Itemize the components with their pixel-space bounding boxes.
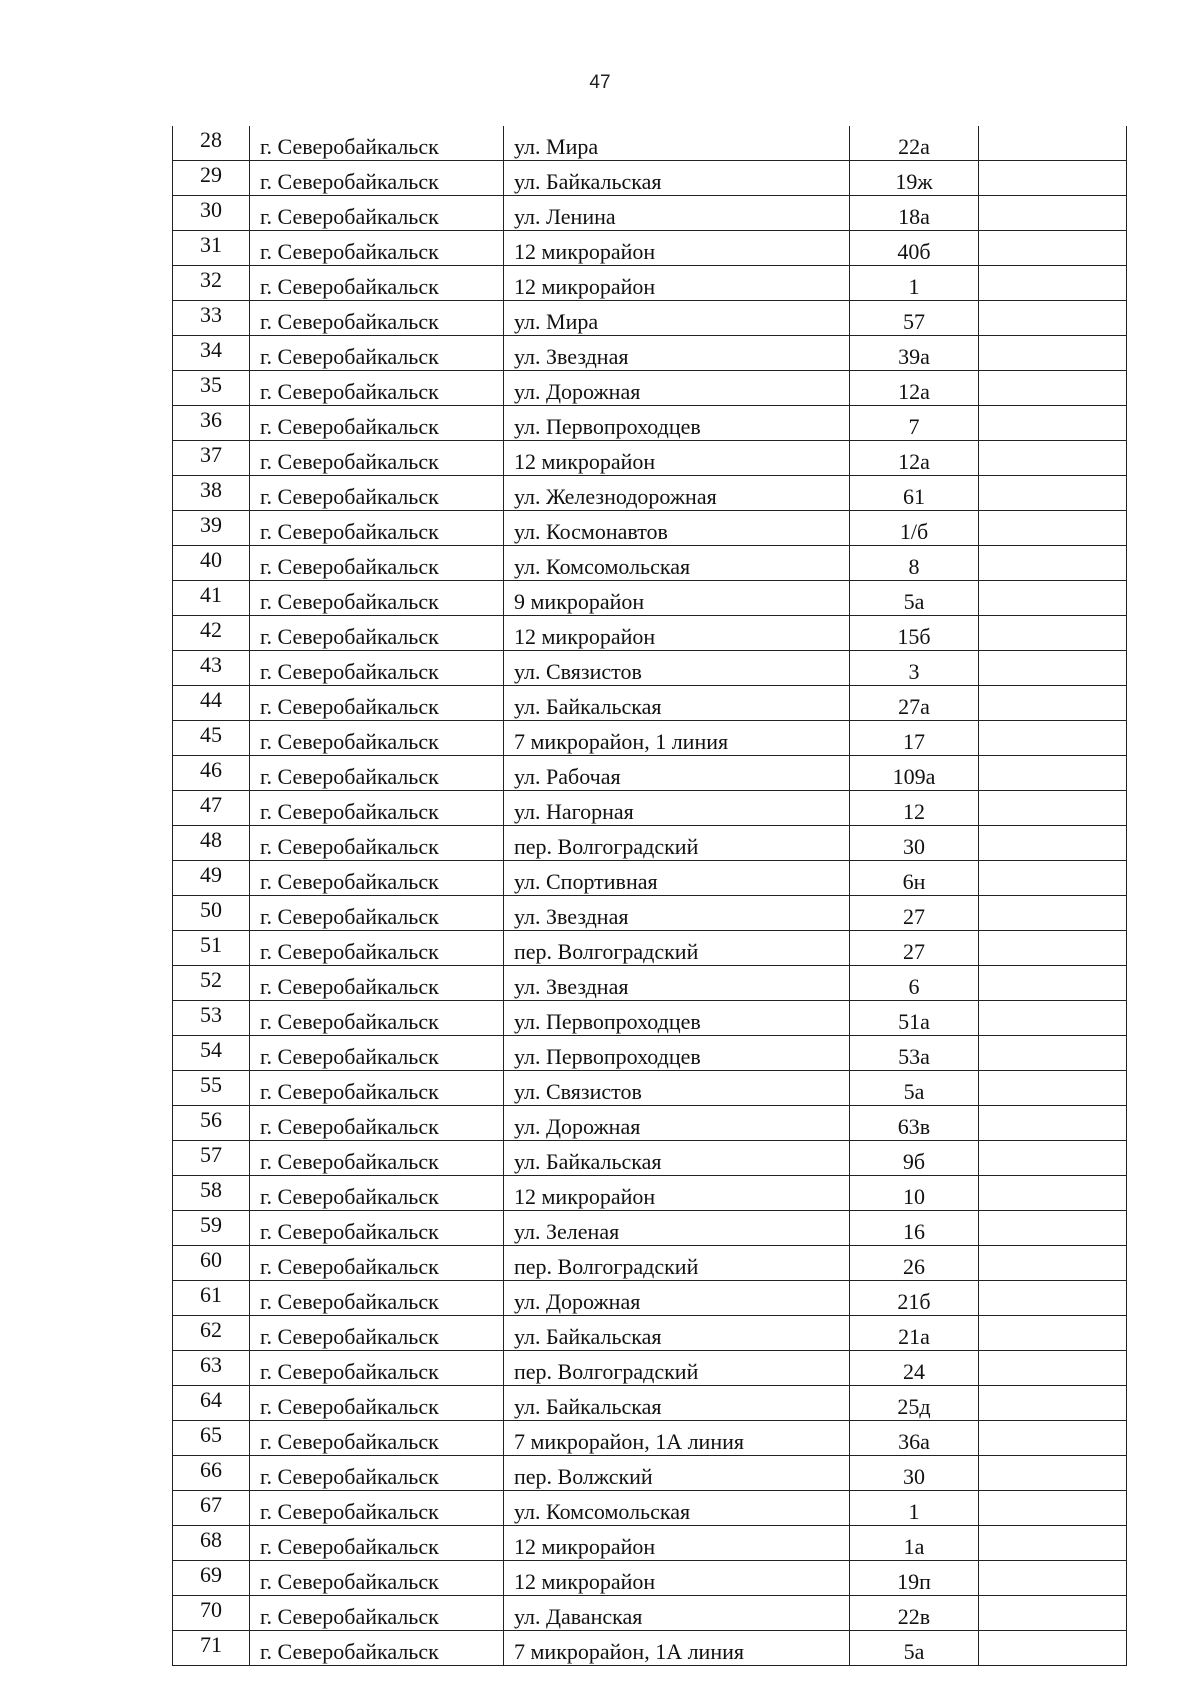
table-row [173,826,1127,861]
street-cell: 12 микрорайон [504,441,850,476]
city-cell: г. Северобайкальск [250,1106,504,1141]
city-cell: г. Северобайкальск [250,1281,504,1316]
city-cell: г. Северобайкальск [250,1631,504,1666]
empty-cell [979,1211,1127,1246]
city-cell: г. Северобайкальск [250,616,504,651]
table-row [173,756,1127,791]
table-row [173,441,1127,476]
city-cell: г. Северобайкальск [250,266,504,301]
street-cell: ул. Комсомольская [504,546,850,581]
table-row [173,1316,1127,1351]
table-row [173,861,1127,896]
table-row [173,266,1127,301]
city-cell: г. Северобайкальск [250,791,504,826]
table-row [173,336,1127,371]
city-cell: г. Северобайкальск [250,546,504,581]
table-row [173,1246,1127,1281]
house-number-cell: 6н [850,861,979,896]
house-number-cell: 27а [850,686,979,721]
row-number-cell: 44 [173,686,250,721]
table-row [173,1596,1127,1631]
row-number-cell: 62 [173,1316,250,1351]
house-number-cell: 40б [850,231,979,266]
row-number-cell: 43 [173,651,250,686]
house-number-cell: 51а [850,1001,979,1036]
row-number-cell: 41 [173,581,250,616]
city-cell: г. Северобайкальск [250,126,504,161]
house-number-cell: 18а [850,196,979,231]
table-row [173,1421,1127,1456]
row-number-cell: 69 [173,1561,250,1596]
empty-cell [979,861,1127,896]
row-number-cell: 49 [173,861,250,896]
row-number-cell: 51 [173,931,250,966]
house-number-cell: 5а [850,581,979,616]
street-cell: ул. Железнодорожная [504,476,850,511]
empty-cell [979,1526,1127,1561]
city-cell: г. Северобайкальск [250,406,504,441]
city-cell: г. Северобайкальск [250,511,504,546]
table-row [173,1561,1127,1596]
street-cell: ул. Байкальская [504,161,850,196]
house-number-cell: 21а [850,1316,979,1351]
row-number-cell: 45 [173,721,250,756]
street-cell: ул. Дорожная [504,1106,850,1141]
house-number-cell: 9б [850,1141,979,1176]
city-cell: г. Северобайкальск [250,1596,504,1631]
city-cell: г. Северобайкальск [250,1316,504,1351]
street-cell: 12 микрорайон [504,1526,850,1561]
city-cell: г. Северобайкальск [250,1421,504,1456]
city-cell: г. Северобайкальск [250,196,504,231]
row-number-cell: 38 [173,476,250,511]
address-table-body [173,126,1127,1666]
street-cell: ул. Байкальская [504,1386,850,1421]
table-row [173,1386,1127,1421]
house-number-cell: 17 [850,721,979,756]
house-number-cell: 22в [850,1596,979,1631]
house-number-cell: 6 [850,966,979,1001]
street-cell: ул. Звездная [504,896,850,931]
empty-cell [979,686,1127,721]
table-row [173,406,1127,441]
row-number-cell: 40 [173,546,250,581]
city-cell: г. Северобайкальск [250,651,504,686]
table-row [173,1106,1127,1141]
street-cell: 12 микрорайон [504,1176,850,1211]
house-number-cell: 22а [850,126,979,161]
city-cell: г. Северобайкальск [250,1071,504,1106]
empty-cell [979,1281,1127,1316]
table-row [173,126,1127,161]
house-number-cell: 26 [850,1246,979,1281]
street-cell: ул. Нагорная [504,791,850,826]
city-cell: г. Северобайкальск [250,441,504,476]
empty-cell [979,966,1127,1001]
empty-cell [979,826,1127,861]
city-cell: г. Северобайкальск [250,161,504,196]
row-number-cell: 61 [173,1281,250,1316]
empty-cell [979,1456,1127,1491]
empty-cell [979,1071,1127,1106]
empty-cell [979,756,1127,791]
street-cell: ул. Спортивная [504,861,850,896]
city-cell: г. Северобайкальск [250,1001,504,1036]
row-number-cell: 67 [173,1491,250,1526]
row-number-cell: 37 [173,441,250,476]
empty-cell [979,196,1127,231]
city-cell: г. Северобайкальск [250,1246,504,1281]
table-row [173,791,1127,826]
empty-cell [979,1106,1127,1141]
house-number-cell: 1а [850,1526,979,1561]
row-number-cell: 66 [173,1456,250,1491]
house-number-cell: 8 [850,546,979,581]
street-cell: ул. Звездная [504,336,850,371]
table-row [173,1141,1127,1176]
house-number-cell: 53а [850,1036,979,1071]
street-cell: 12 микрорайон [504,1561,850,1596]
city-cell: г. Северобайкальск [250,1036,504,1071]
street-cell: ул. Первопроходцев [504,406,850,441]
house-number-cell: 24 [850,1351,979,1386]
house-number-cell: 25д [850,1386,979,1421]
row-number-cell: 32 [173,266,250,301]
house-number-cell: 61 [850,476,979,511]
city-cell: г. Северобайкальск [250,826,504,861]
table-row [173,1071,1127,1106]
empty-cell [979,1246,1127,1281]
house-number-cell: 109а [850,756,979,791]
table-row [173,966,1127,1001]
street-cell: ул. Байкальская [504,1141,850,1176]
house-number-cell: 12а [850,441,979,476]
empty-cell [979,1596,1127,1631]
table-row [173,1491,1127,1526]
house-number-cell: 5а [850,1631,979,1666]
empty-cell [979,1316,1127,1351]
city-cell: г. Северобайкальск [250,231,504,266]
empty-cell [979,161,1127,196]
house-number-cell: 39а [850,336,979,371]
city-cell: г. Северобайкальск [250,476,504,511]
empty-cell [979,231,1127,266]
table-row [173,1036,1127,1071]
table-row [173,581,1127,616]
table-row [173,1176,1127,1211]
city-cell: г. Северобайкальск [250,336,504,371]
page-number: 47 [589,72,611,93]
street-cell: ул. Мира [504,126,850,161]
house-number-cell: 57 [850,301,979,336]
row-number-cell: 65 [173,1421,250,1456]
row-number-cell: 58 [173,1176,250,1211]
street-cell: ул. Зеленая [504,1211,850,1246]
empty-cell [979,581,1127,616]
empty-cell [979,546,1127,581]
house-number-cell: 27 [850,896,979,931]
street-cell: 12 микрорайон [504,616,850,651]
table-row [173,1526,1127,1561]
row-number-cell: 50 [173,896,250,931]
row-number-cell: 70 [173,1596,250,1631]
house-number-cell: 3 [850,651,979,686]
row-number-cell: 54 [173,1036,250,1071]
empty-cell [979,931,1127,966]
empty-cell [979,1561,1127,1596]
street-cell: 7 микрорайон, 1А линия [504,1421,850,1456]
house-number-cell: 36а [850,1421,979,1456]
city-cell: г. Северобайкальск [250,1456,504,1491]
row-number-cell: 55 [173,1071,250,1106]
row-number-cell: 56 [173,1106,250,1141]
row-number-cell: 53 [173,1001,250,1036]
city-cell: г. Северобайкальск [250,371,504,406]
city-cell: г. Северобайкальск [250,581,504,616]
row-number-cell: 31 [173,231,250,266]
street-cell: 12 микрорайон [504,231,850,266]
street-cell: ул. Байкальская [504,686,850,721]
row-number-cell: 48 [173,826,250,861]
empty-cell [979,616,1127,651]
house-number-cell: 21б [850,1281,979,1316]
house-number-cell: 1/б [850,511,979,546]
row-number-cell: 42 [173,616,250,651]
table-row [173,196,1127,231]
house-number-cell: 15б [850,616,979,651]
house-number-cell: 63в [850,1106,979,1141]
table-row [173,1211,1127,1246]
house-number-cell: 7 [850,406,979,441]
street-cell: ул. Связистов [504,1071,850,1106]
row-number-cell: 60 [173,1246,250,1281]
empty-cell [979,511,1127,546]
row-number-cell: 64 [173,1386,250,1421]
row-number-cell: 35 [173,371,250,406]
city-cell: г. Северобайкальск [250,1561,504,1596]
street-cell: ул. Мира [504,301,850,336]
city-cell: г. Северобайкальск [250,966,504,1001]
table-row [173,231,1127,266]
street-cell: 7 микрорайон, 1 линия [504,721,850,756]
table-row [173,931,1127,966]
city-cell: г. Северобайкальск [250,721,504,756]
row-number-cell: 68 [173,1526,250,1561]
house-number-cell: 16 [850,1211,979,1246]
empty-cell [979,266,1127,301]
city-cell: г. Северобайкальск [250,1176,504,1211]
address-table [172,126,1127,1666]
row-number-cell: 63 [173,1351,250,1386]
city-cell: г. Северобайкальск [250,896,504,931]
street-cell: ул. Дорожная [504,371,850,406]
row-number-cell: 57 [173,1141,250,1176]
empty-cell [979,336,1127,371]
empty-cell [979,1421,1127,1456]
house-number-cell: 10 [850,1176,979,1211]
empty-cell [979,1036,1127,1071]
row-number-cell: 33 [173,301,250,336]
table-row [173,546,1127,581]
table-row [173,371,1127,406]
empty-cell [979,441,1127,476]
house-number-cell: 19п [850,1561,979,1596]
house-number-cell: 30 [850,1456,979,1491]
empty-cell [979,721,1127,756]
city-cell: г. Северобайкальск [250,1211,504,1246]
city-cell: г. Северобайкальск [250,861,504,896]
street-cell: ул. Дорожная [504,1281,850,1316]
row-number-cell: 52 [173,966,250,1001]
empty-cell [979,1351,1127,1386]
street-cell: ул. Первопроходцев [504,1036,850,1071]
house-number-cell: 12 [850,791,979,826]
empty-cell [979,1176,1127,1211]
street-cell: пер. Волгоградский [504,931,850,966]
empty-cell [979,476,1127,511]
city-cell: г. Северобайкальск [250,1491,504,1526]
table-row [173,616,1127,651]
city-cell: г. Северобайкальск [250,756,504,791]
house-number-cell: 1 [850,266,979,301]
table-row [173,1001,1127,1036]
house-number-cell: 27 [850,931,979,966]
house-number-cell: 30 [850,826,979,861]
city-cell: г. Северобайкальск [250,1386,504,1421]
city-cell: г. Северобайкальск [250,931,504,966]
empty-cell [979,896,1127,931]
row-number-cell: 30 [173,196,250,231]
row-number-cell: 59 [173,1211,250,1246]
table-row [173,686,1127,721]
street-cell: 7 микрорайон, 1А линия [504,1631,850,1666]
table-row [173,161,1127,196]
street-cell: 9 микрорайон [504,581,850,616]
city-cell: г. Северобайкальск [250,1141,504,1176]
empty-cell [979,651,1127,686]
row-number-cell: 28 [173,126,250,161]
empty-cell [979,791,1127,826]
street-cell: пер. Волжский [504,1456,850,1491]
street-cell: ул. Связистов [504,651,850,686]
empty-cell [979,406,1127,441]
table-row [173,1281,1127,1316]
table-row [173,721,1127,756]
street-cell: ул. Звездная [504,966,850,1001]
house-number-cell: 1 [850,1491,979,1526]
row-number-cell: 71 [173,1631,250,1666]
city-cell: г. Северобайкальск [250,1351,504,1386]
city-cell: г. Северобайкальск [250,686,504,721]
table-row [173,511,1127,546]
row-number-cell: 47 [173,791,250,826]
street-cell: ул. Комсомольская [504,1491,850,1526]
table-row [173,651,1127,686]
city-cell: г. Северобайкальск [250,1526,504,1561]
empty-cell [979,1386,1127,1421]
table-row [173,896,1127,931]
row-number-cell: 46 [173,756,250,791]
street-cell: пер. Волгоградский [504,1246,850,1281]
house-number-cell: 12а [850,371,979,406]
row-number-cell: 34 [173,336,250,371]
street-cell: ул. Первопроходцев [504,1001,850,1036]
city-cell: г. Северобайкальск [250,301,504,336]
table-row [173,1631,1127,1666]
street-cell: ул. Байкальская [504,1316,850,1351]
row-number-cell: 29 [173,161,250,196]
table-row [173,476,1127,511]
street-cell: ул. Даванская [504,1596,850,1631]
empty-cell [979,301,1127,336]
table-row [173,1351,1127,1386]
table-row [173,1456,1127,1491]
row-number-cell: 36 [173,406,250,441]
empty-cell [979,1631,1127,1666]
street-cell: пер. Волгоградский [504,826,850,861]
empty-cell [979,371,1127,406]
empty-cell [979,1001,1127,1036]
house-number-cell: 5а [850,1071,979,1106]
empty-cell [979,1491,1127,1526]
street-cell: 12 микрорайон [504,266,850,301]
house-number-cell: 19ж [850,161,979,196]
empty-cell [979,126,1127,161]
street-cell: ул. Космонавтов [504,511,850,546]
table-row [173,301,1127,336]
street-cell: ул. Рабочая [504,756,850,791]
street-cell: ул. Ленина [504,196,850,231]
empty-cell [979,1141,1127,1176]
street-cell: пер. Волгоградский [504,1351,850,1386]
row-number-cell: 39 [173,511,250,546]
